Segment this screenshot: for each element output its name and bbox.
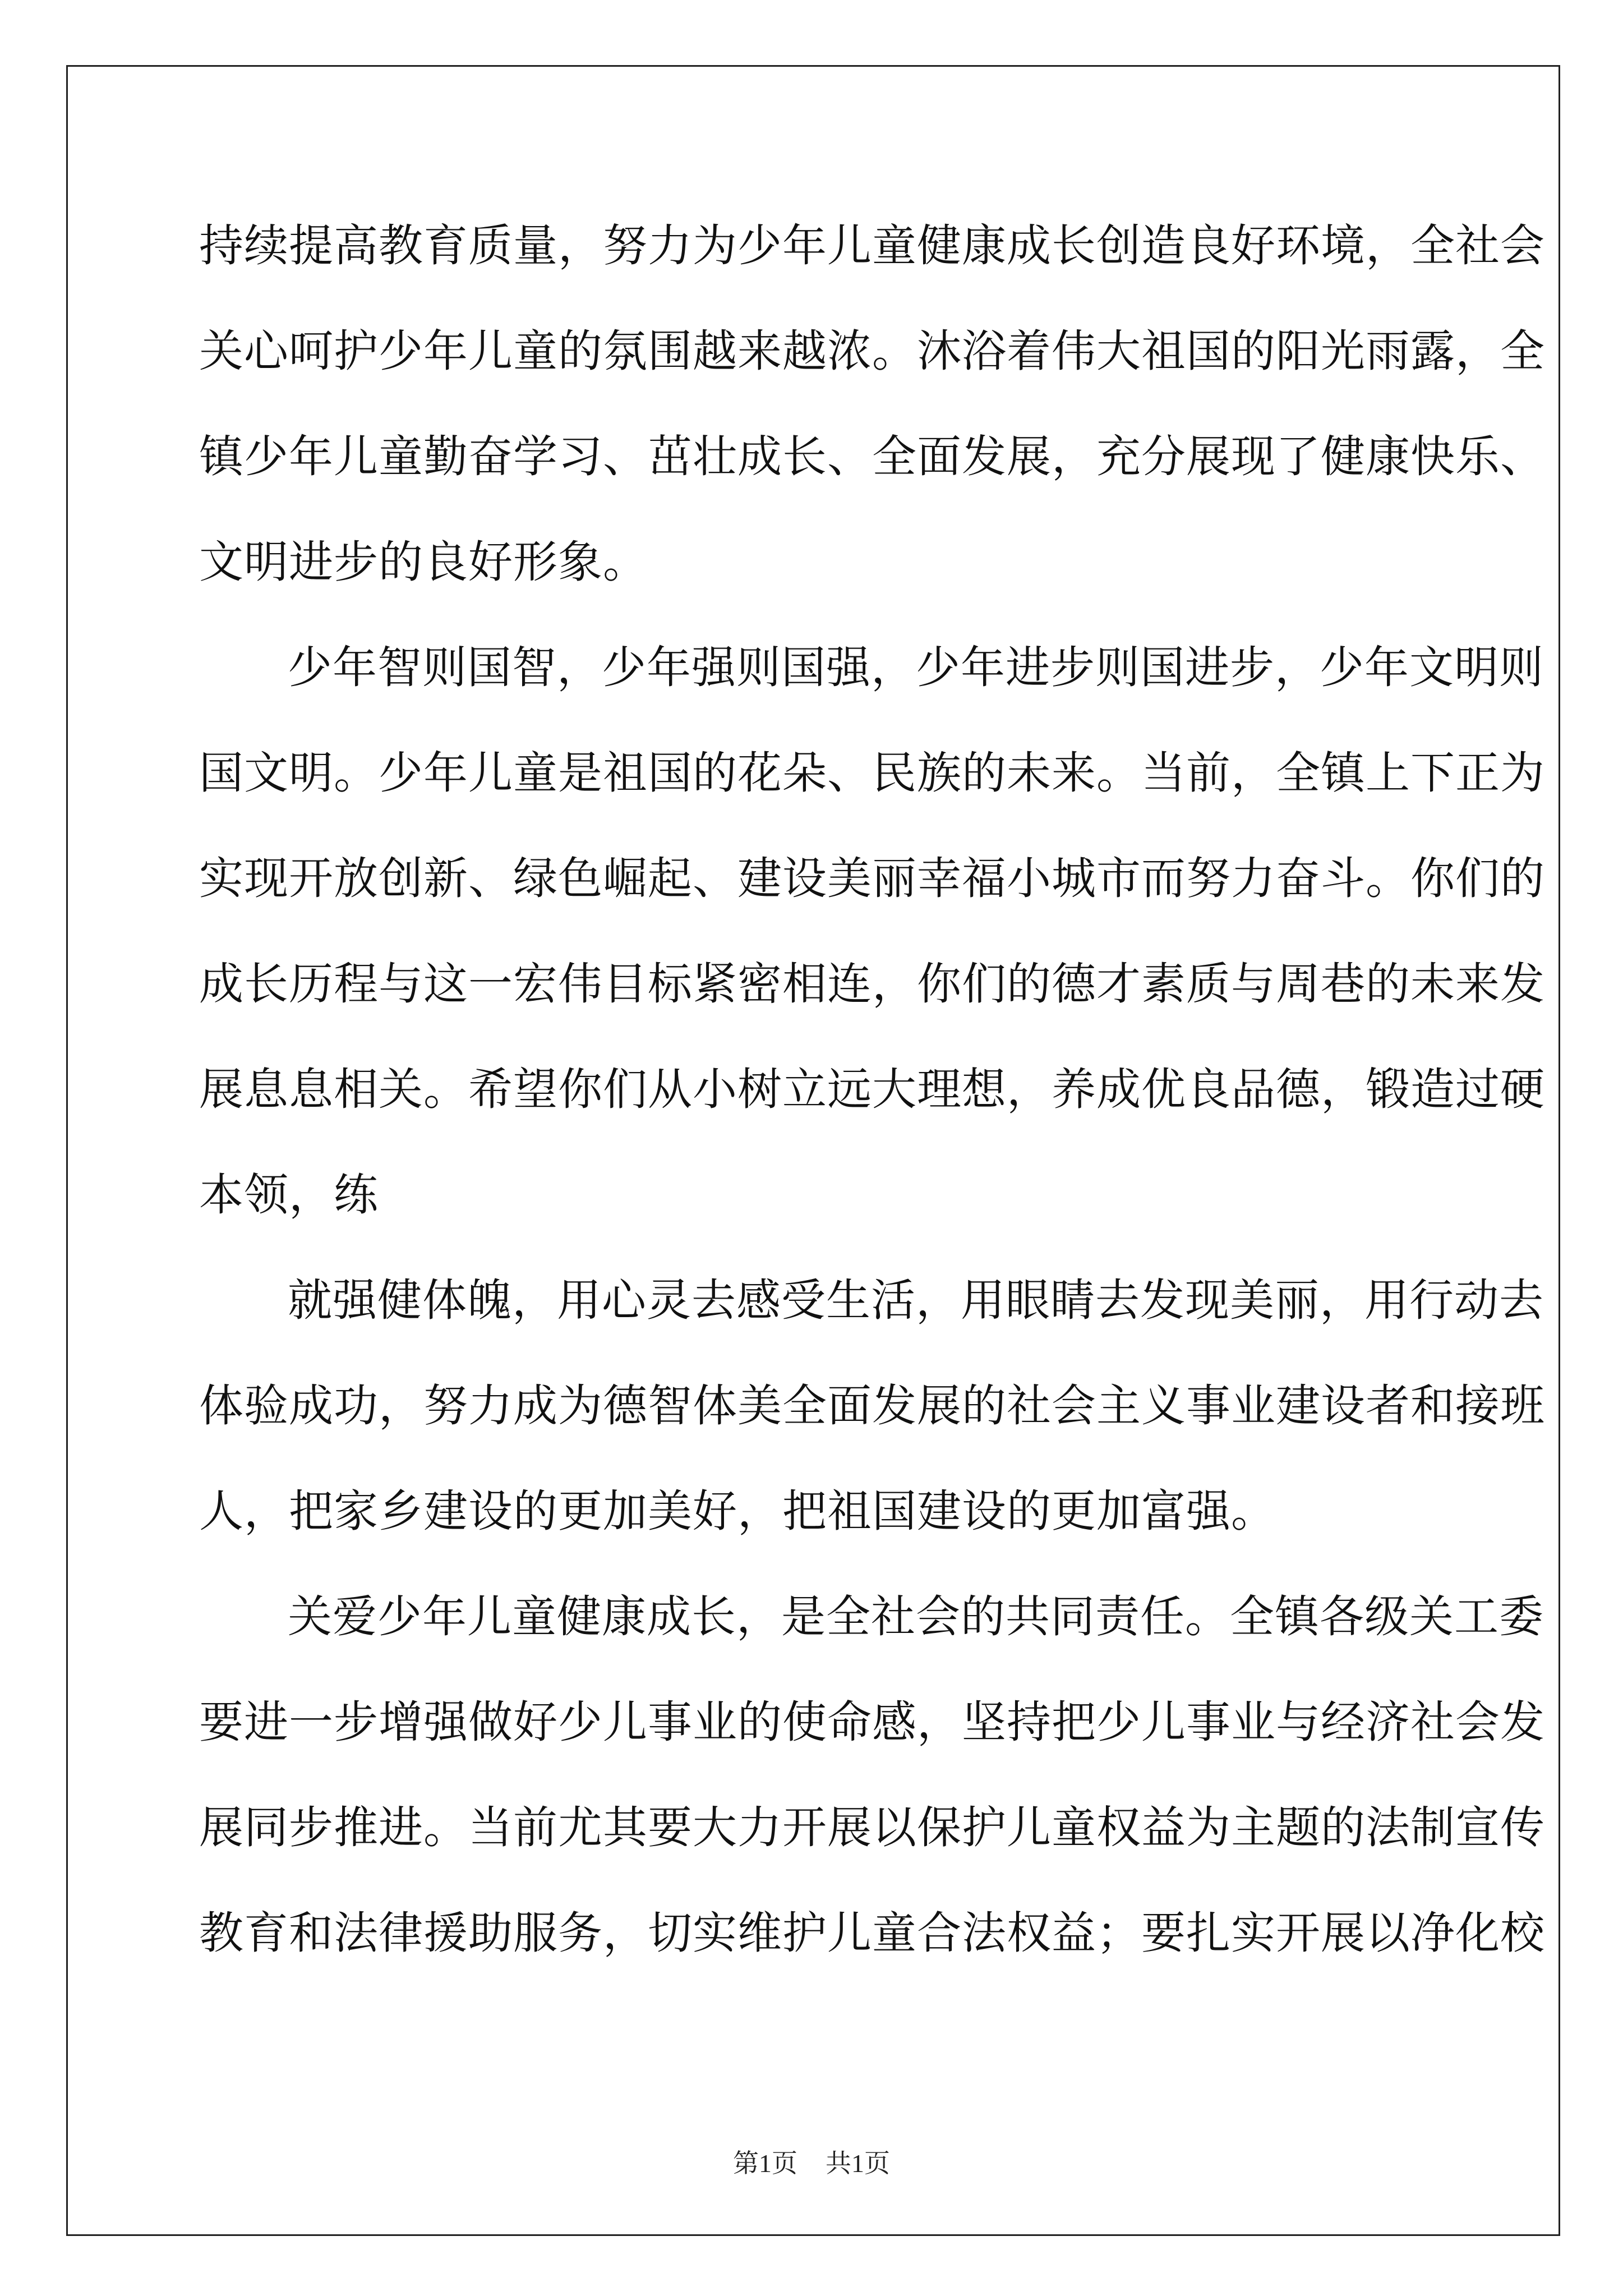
text-line: 持续提高教育质量，努力为少年儿童健康成长创造良好环境，全社会: [199, 220, 1545, 272]
text-line: 展息息相关。希望你们从小树立远大理想，养成优良品德，锻造过硬: [199, 1064, 1545, 1115]
text-line: 本领，练: [199, 1169, 379, 1221]
document-body: [199, 206, 1545, 1999]
text-line: 教育和法律援助服务，切实维护儿童合法权益；要扎实开展以净化校: [199, 1907, 1545, 1959]
text-line: 国文明。少年儿童是祖国的花朵、民族的未来。当前，全镇上下正为: [199, 747, 1545, 799]
paragraph-first-line: 就强健体魄，用心灵去感受生活，用眼睛去发现美丽，用行动去: [288, 1274, 1544, 1326]
text-line: 体验成功，努力成为德智体美全面发展的社会主义事业建设者和接班: [199, 1380, 1545, 1432]
text-line: 人，把家乡建设的更加美好，把祖国建设的更加富强。: [199, 1485, 1276, 1537]
text-line: 要进一步增强做好少儿事业的使命感，坚持把少儿事业与经济社会发: [199, 1696, 1545, 1748]
page-total: 共1页: [826, 2149, 890, 2178]
paragraph-first-line: 关爱少年儿童健康成长，是全社会的共同责任。全镇各级关工委: [288, 1591, 1544, 1642]
page-footer: [0, 2143, 1623, 2180]
paragraph-first-line: 少年智则国智，少年强则国强，少年进步则国进步，少年文明则: [288, 642, 1544, 693]
text-line: 实现开放创新、绿色崛起、建设美丽幸福小城市而努力奋斗。你们的: [199, 853, 1545, 904]
text-line: 关心呵护少年儿童的氛围越来越浓。沐浴着伟大祖国的阳光雨露，全: [199, 325, 1545, 377]
text-line: 镇少年儿童勤奋学习、茁壮成长、全面发展，充分展现了健康快乐、: [199, 431, 1545, 482]
text-line: 展同步推进。当前尤其要大力开展以保护儿童权益为主题的法制宣传: [199, 1802, 1545, 1853]
page-number: 第1页: [733, 2149, 797, 2178]
text-line: 文明进步的良好形象。: [199, 536, 648, 588]
text-line: 成长历程与这一宏伟目标紧密相连，你们的德才素质与周巷的未来发: [199, 958, 1545, 1010]
